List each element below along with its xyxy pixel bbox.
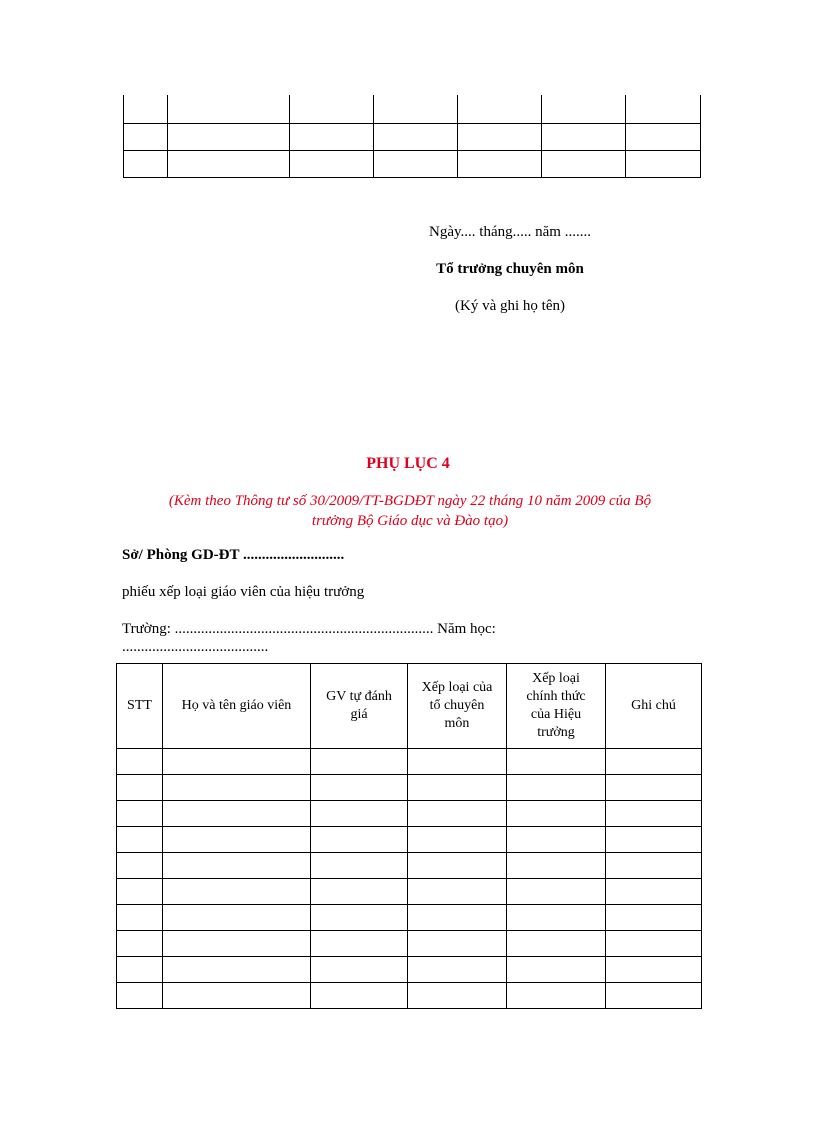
appendix-title: PHỤ LỤC 4 (366, 455, 450, 472)
table-row (117, 983, 702, 1009)
col-header-dept-rating (408, 664, 507, 749)
table-row (124, 95, 701, 124)
table-header-row (117, 664, 702, 749)
col-header-self-rating (311, 664, 408, 749)
table-row (117, 775, 702, 801)
table-row (117, 801, 702, 827)
table-row (117, 827, 702, 853)
table-row (117, 931, 702, 957)
subtitle-line-1: (Kèm theo Thông tư số 30/2009/TT-BGDĐT ngày 22 tháng 10 năm 2009 của Bộ (168, 493, 652, 509)
date-line: Ngày.... tháng..... năm ....... (429, 224, 591, 240)
appendix-subtitle (130, 491, 690, 531)
table-row (117, 879, 702, 905)
col-header-self-rating-text: GV tự đánh giá (326, 689, 392, 722)
signature-instruction: (Ký và ghi họ tên) (455, 298, 565, 314)
col-header-name: Họ và tên giáo viên (163, 664, 311, 749)
department-line: Sở/ Phòng GD-ĐT ........................... (122, 547, 345, 563)
form-title: phiếu xếp loại giáo viên của hiệu trưởng (122, 584, 365, 600)
table-row (117, 957, 702, 983)
table-row (117, 905, 702, 931)
school-line-cont: ....................................... (122, 639, 269, 655)
col-header-official-rating-text: Xếp loại chính thức của Hiệu trưởng (526, 671, 586, 740)
col-header-dept-rating-text: Xếp loại của tổ chuyên môn (421, 680, 493, 731)
table-row (117, 853, 702, 879)
col-header-note: Ghi chú (606, 664, 702, 749)
school-line: Trường: ..................................................................... Năm học: (122, 621, 496, 637)
col-header-stt: STT (117, 664, 163, 749)
table-row (124, 151, 701, 178)
col-header-official-rating (507, 664, 606, 749)
table-row (117, 749, 702, 775)
teacher-rating-table (116, 663, 702, 1009)
subtitle-line-2: trưởng Bộ Giáo dục và Đào tạo) (311, 513, 509, 529)
previous-table (123, 95, 701, 178)
table-row (124, 124, 701, 151)
signature-role: Tổ trưởng chuyên môn (436, 261, 584, 277)
